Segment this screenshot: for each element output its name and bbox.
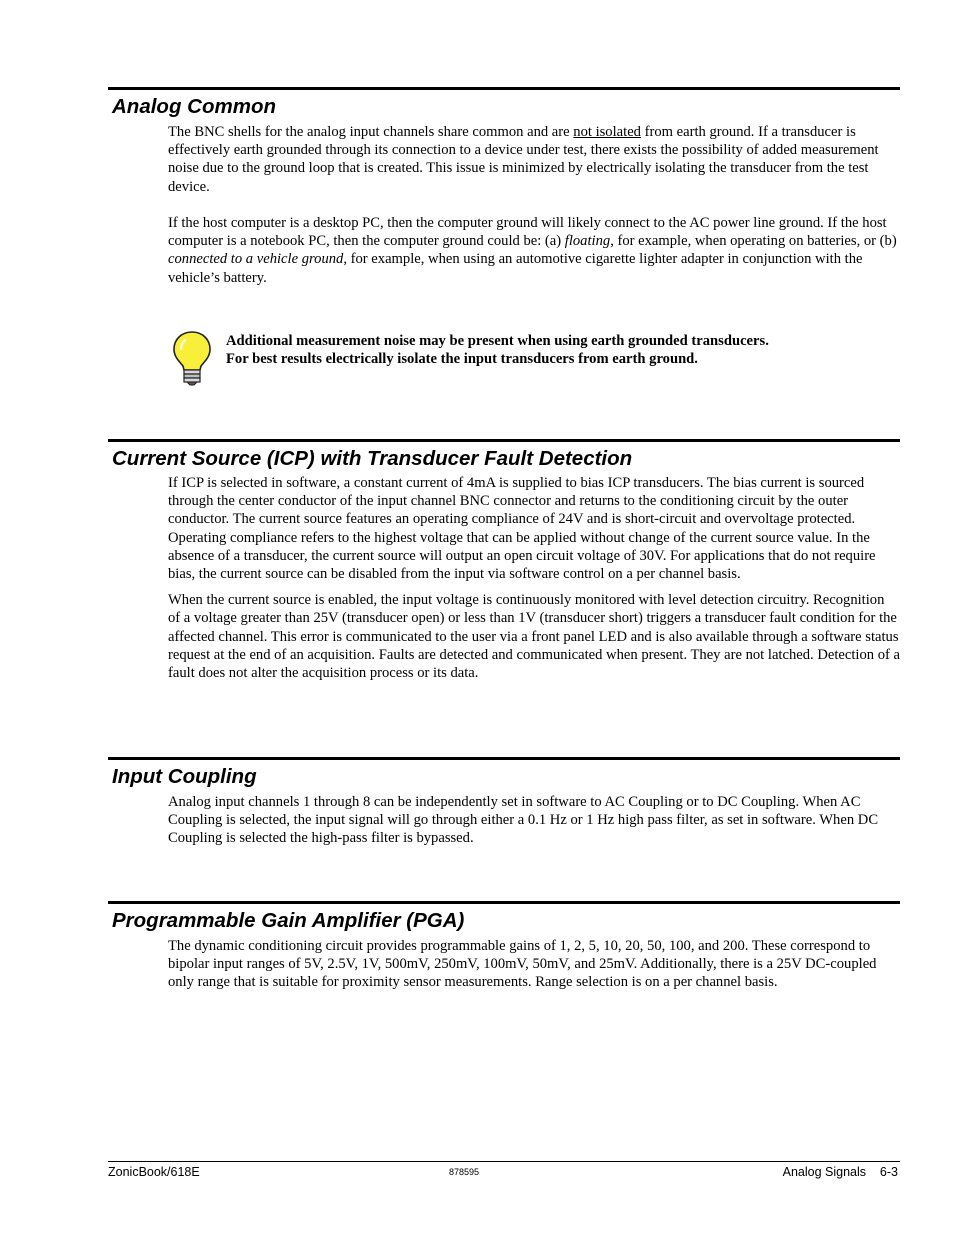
paragraph: The dynamic conditioning circuit provides programmable gains of 1, 2, 5, 10, 20, 50, 100, and 200. These correspond to bipolar input ranges of 5V, 2.5V, 1V, 500mV, 250mV, 100mV, 50mV, and 25mV. Additionally, there is a 25V DC-coupled only range that is suitable for proximity sensor measurements. Range selection is on a per channel basis. (168, 938, 877, 991)
section-rule (108, 901, 900, 904)
section-input-coupling (108, 757, 900, 848)
italic-text: connected to a vehicle ground (168, 251, 344, 268)
underlined-text: not isolated (573, 124, 641, 140)
section-heading: Current Source (ICP) with Transducer Fault Detection (112, 447, 633, 470)
section-pga (108, 901, 900, 992)
section-body (168, 474, 900, 682)
page-footer (108, 1161, 900, 1179)
section-analog-common (108, 87, 900, 287)
footer-product: ZonicBook/618E (108, 1165, 200, 1179)
italic-text: floating (564, 233, 611, 250)
section-rule (108, 757, 900, 760)
paragraph: Analog input channels 1 through 8 can be independently set in software to AC Coupling or to DC Coupling. When AC Coupling is selected, the input signal will go through either a 0.1 Hz or 1 Hz high pass filter, as set in software. When DC Coupling is selected the high-pass filter is bypassed. (168, 794, 879, 847)
note-line: For best results electrically isolate the input transducers from earth ground. (226, 351, 698, 368)
note-text (226, 332, 886, 368)
tip-note (168, 328, 888, 388)
section-rule (108, 87, 900, 90)
paragraph: When the current source is enabled, the input voltage is continuously monitored with level detection circuitry. Recognition of a voltage greater than 25V (transducer open) or less than 1V (transducer short) triggers a transducer fault condition for the affected channel. This error is communicated to the user via a front panel LED and is also available through a software status request at the end of an acquisition. Faults are detected and communicated when present. They are not latched. Detection of a fault does not alter the acquisition process or its data. (168, 592, 900, 682)
paragraph: The BNC shells for the analog input channels share common and are not isolated from earth ground. If a transducer is effectively earth grounded through its connection to a device under test, there exists the possibility of added measurement noise due to the ground loop that is created. This issue is minimized by electrically isolating the transducer from the test device. (168, 124, 879, 195)
section-heading: Programmable Gain Amplifier (PGA) (112, 909, 465, 932)
footer-doc-number: 878595 (449, 1167, 480, 1177)
note-line: Additional measurement noise may be present when using earth grounded transducers. (226, 333, 769, 349)
section-body (168, 123, 900, 287)
lightbulb-icon (172, 330, 212, 386)
paragraph: If ICP is selected in software, a constant current of 4mA is supplied to bias ICP transducers. The bias current is sourced through the center conductor of the input channel BNC connector and returns to the conditioning circuit by the outer conductor. The current source features an operating compliance of 24V and is short-circuit and overvoltage protected. Operating compliance refers to the highest voltage that can be applied without change of the current source value. In the absence of a transducer, the current source will output an open circuit voltage of 30V. For applications that do not require bias, the current source can be disabled from the input via software control on a per channel basis. (168, 475, 876, 583)
section-current-source (108, 439, 900, 682)
section-body (168, 937, 900, 992)
section-heading: Input Coupling (112, 765, 257, 788)
footer-page-ref: Analog Signals 6-3 (782, 1165, 898, 1179)
section-body (168, 793, 900, 848)
paragraph: If the host computer is a desktop PC, then the computer ground will likely connect to the AC power line ground. If the host computer is a notebook PC, then the computer ground could be: (a) floating, for example, when operating on batteries, or (b) connected to a vehicle ground, for example, when using an automotive cigarette lighter adapter in conjunction with the vehicle’s battery. (168, 215, 897, 286)
section-rule (108, 439, 900, 442)
section-heading: Analog Common (112, 95, 276, 118)
